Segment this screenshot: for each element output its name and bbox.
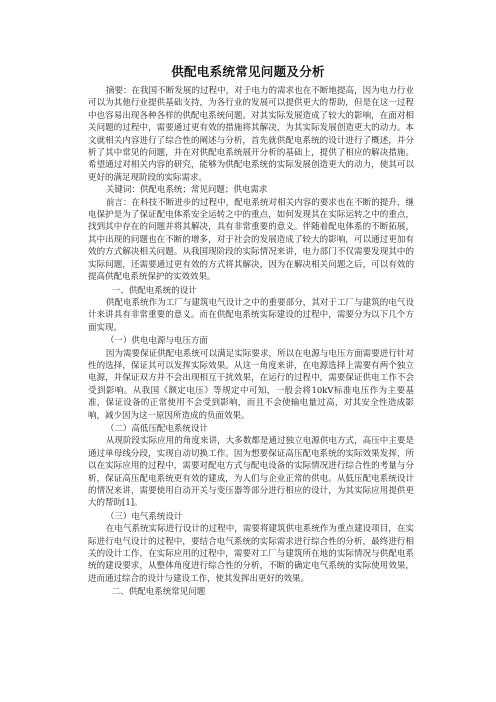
keywords-line: 关键词：供配电系统；常见问题；供电需求	[105, 185, 268, 196]
document-body	[88, 85, 414, 599]
document-title: 供配电系统常见问题及分析	[171, 64, 325, 79]
preface-paragraph: 前言：在科技不断进步的过程中，配电系统对相关内容的要求也在不断的提升，继电保护是为了保证配电体系安全运转之中的重点，如何发现其在实际运转之中的重点，找到其中存在的问题并将其解决，具有非常重要的意义。伴随着配电体系的不断拓展，其中出现的问题也在不断的增多，对于社会的发展造成了较大的影响，可以通过更加有效的方式解决相关问题。从我国现阶段的实际情况来讲，电力部门不仅需要发现其中的实际问题，还需要通过更有效的方式将其解决，因为在解决相关问题之后，可以有效的提高供配电系统保护的实效效果。	[88, 197, 414, 283]
subsection-3-paragraph: 在电气系统实际进行设计的过程中，需要将建筑供电系统作为重点建设项目，在实际进行电气设计的过程中，要结合电气系统的实际需求进行综合性的分析，最终进行相关的设计工作，在实际应用的过程中，需要对工厂与建筑所在地的实际情况与供配电系统的建设要求，从整体角度进行综合性的分析，不断的确定电气系统的实际使用效果，进而通过综合的设计与建设工作，使其发挥出更好的效果。	[88, 524, 414, 584]
subsection-heading-2: （二）高低压配电系统设计	[105, 423, 208, 434]
subsection-1-paragraph: 因为需要保证供配电系统可以满足实际要求，所以在电源与电压方面需要进行针对性的选择，保证其可以发挥实际效果。从这一角度来讲，在电源选择上需要有两个独立电源，并保证双方并不会出现相互干扰效果，在运行的过程中，需要保证供电工作不会受到影响。从我国《额定电压》等规定中可知，一般会将10kV标准电压作为主要基准，保证设备的正常使用不会受到影响，而且不会使输电量过高，对其安全性造成影响，减少因为这一原因所造成的负面效果。	[88, 348, 414, 421]
subsection-heading-3: （三）电气系统设计	[105, 511, 183, 522]
section-heading-2: 二、供配电系统常见问题	[111, 587, 206, 598]
section-1-intro-paragraph: 供配电系统作为工厂与建筑电气设计之中的重要部分，其对于工厂与建筑的电气设计来讲具有非常重要的意义。而在供配电系统实际建设的过程中，需要分为以下几个方面实现。	[88, 297, 414, 333]
abstract-paragraph: 摘要：在我国不断发展的过程中，对于电力的需求也在不断地提高，因为电力行业可以为其他行业提供基础支持，为各行业的发展可以提供更大的帮助，但是在这一过程中也容易出现各种各样的供配电系统问题。对其实际发展造成了较大的影响，在面对相关问题的过程中，需要通过更有效的措施将其解决，为其实际发展创造更大的动力。本文就相关内容进行了综合性的阐述与分析，首先就供配电系统的设计进行了概述，并分析了其中常见的问题，并在对供配电系统展开分析的基础上，提供了相应的解决措施。希望通过对相关内容的研究，能够为供配电系统的实际发展创造更大的动力，使其可以更好的满足现阶段的实际需求。	[88, 86, 414, 183]
section-heading-1: 一、供配电系统的设计	[111, 285, 197, 296]
subsection-heading-1: （一）供电电源与电压方面	[105, 336, 208, 347]
subsection-2-paragraph: 从现阶段实际应用的角度来讲，大多数都是通过独立电源供电方式，高压中主要是通过单母线分段，实现自动切换工作。因为想要保证高压配电系统的实际效果发挥，所以在实际应用的过程中，需要对配电方式与配电设备的实际情况进行综合性的考量与分析，保证高压配电系统更有效的建成，为人们与企业正常的供电。从低压配电系统设计的情况来讲，需要使用自动开关与变压器等部分进行相应的设计，为其实际应用提供更大的帮助[1]。	[88, 436, 414, 509]
